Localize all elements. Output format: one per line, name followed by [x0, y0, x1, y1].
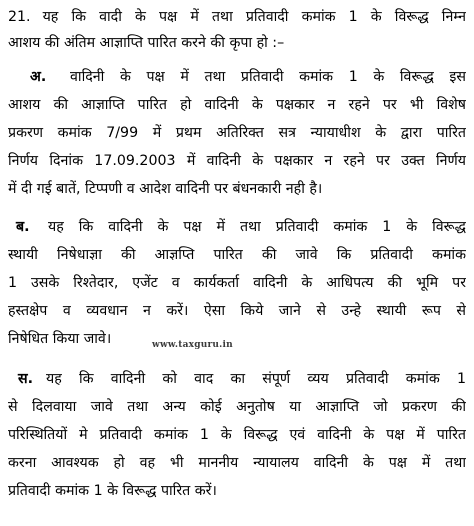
para-a-line-2: आशय की आज्ञाप्ति पारित हो वादिनी के पक्षकार न रहने पर भी विशेष	[8, 97, 466, 113]
para-a-line-4: निर्णय दिनांक 17.09.2003 में वादिनी के पक्षकार न रहने पर उक्त निर्णय	[8, 153, 466, 169]
para-21-number: 21.	[8, 9, 31, 25]
para-a-line-5: में दी गई बातें, टिप्पणी व आदेश वादिनी पर बंधनकारी नही है।	[8, 181, 323, 197]
para-b-text-1: यह कि वादिनी के पक्ष में तथा प्रतिवादी कमांक 1 के विरूद्ध	[48, 219, 466, 235]
para-21-text-1: यह कि वादी के पक्ष में तथा प्रतिवादी कमांक 1 के विरूद्ध निम्न	[42, 9, 466, 25]
para-b-line-4: हस्तक्षेप व व्यवधान न करें। ऐसा किये जाने से उन्हे स्थायी रूप से	[8, 303, 466, 319]
para-s-line-5: प्रतिवादी कमांक 1 के विरूद्ध पारित करें।	[8, 483, 217, 499]
para-a-line-1	[8, 66, 466, 88]
para-a-text-1: वादिनी के पक्ष में तथा प्रतिवादी कमांक 1 के विरूद्ध इस	[70, 69, 466, 85]
para-21-line-2: आशय की अंतिम आज्ञाप्ति पारित करने की कृपा हो :–	[8, 35, 285, 51]
para-b-line-3: 1 उसके रिश्तेदार, एजेंट व कार्यकर्ता वादिनी के आधिपत्य की भूमि पर	[8, 275, 466, 291]
para-b-line-2: स्थायी निषेधाज्ञा की आज्ञप्ति पारित की जावे कि प्रतिवादी कमांक	[8, 247, 466, 263]
para-a-label: अ.	[30, 69, 47, 85]
watermark-text: www.taxguru.in	[152, 340, 233, 350]
para-s-text-1: यह कि वादिनी को वाद का संपूर्ण व्यय प्रतिवादी कमांक 1	[46, 371, 466, 387]
para-a-line-3: प्रकरण कमांक 7/99 में प्रथम अतिरिक्त सत्र न्यायाधीश के द्वारा पारित	[8, 125, 466, 141]
para-21-line-1	[8, 6, 466, 28]
para-s-line-2: से दिलवाया जावे तथा अन्य कोई अनुतोष या आज्ञाप्ति जो प्रकरण की	[8, 399, 466, 415]
para-b-line-1	[8, 216, 466, 238]
para-s-line-3: परिस्थितियों मे प्रतिवादी कमांक 1 के विरूद्ध एवं वादिनी के पक्ष में पारित	[8, 427, 466, 443]
para-s-line-1	[8, 368, 466, 390]
para-s-line-4: करना आवश्यक हो वह भी माननीय न्यायालय वादिनी के पक्ष में तथा	[8, 455, 466, 471]
para-b-line-5: निषेधित किया जावे।	[8, 331, 112, 347]
para-s-label: स.	[18, 371, 33, 387]
para-b-label: ब.	[16, 219, 30, 235]
